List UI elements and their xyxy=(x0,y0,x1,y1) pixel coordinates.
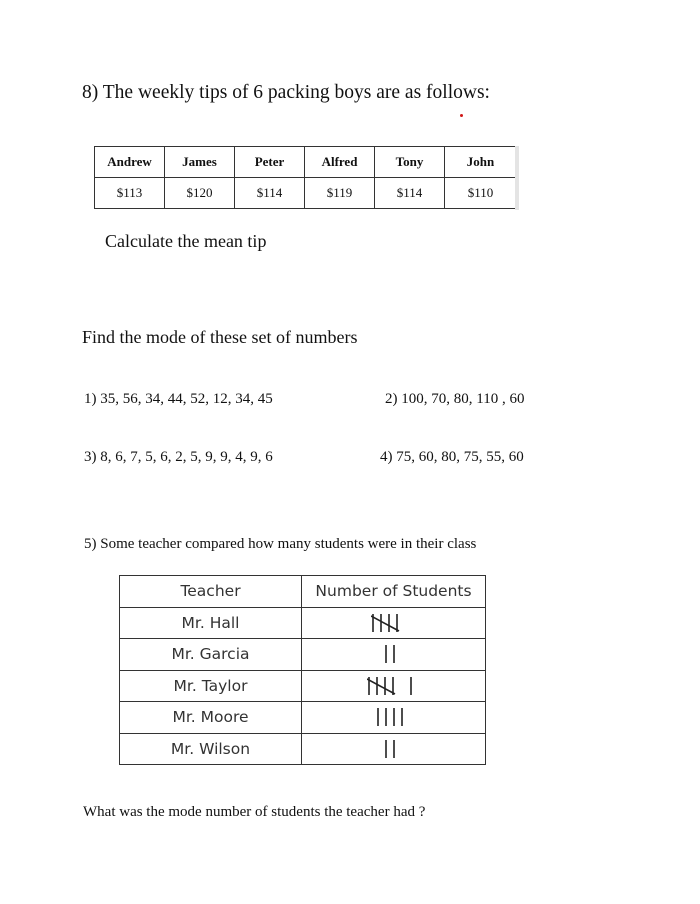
tips-header-cell: Alfred xyxy=(305,147,375,178)
tally-marks xyxy=(367,675,421,697)
tally-cross-stroke xyxy=(371,616,399,631)
tally-cell xyxy=(302,639,486,671)
students-header: Number of Students xyxy=(302,576,486,608)
tips-header-cell: John xyxy=(445,147,517,178)
class-row xyxy=(120,733,486,765)
tips-table xyxy=(94,146,517,209)
number-set-4: 4) 75, 60, 80, 75, 55, 60 xyxy=(380,449,524,465)
teacher-header: Teacher xyxy=(120,576,302,608)
class-row xyxy=(120,670,486,702)
tips-header-cell: Tony xyxy=(375,147,445,178)
tips-value-cell: $114 xyxy=(375,178,445,209)
mode-follow-up-question: What was the mode number of students the teacher had ? xyxy=(83,804,426,820)
tips-header-cell: Peter xyxy=(235,147,305,178)
mode-heading: Find the mode of these set of numbers xyxy=(82,327,358,347)
tips-header-cell: James xyxy=(165,147,235,178)
class-row xyxy=(120,702,486,734)
class-row xyxy=(120,639,486,671)
tally-marks xyxy=(371,612,417,634)
teacher-name: Mr. Hall xyxy=(120,607,302,639)
tips-header-row xyxy=(95,147,517,178)
tips-value-cell: $110 xyxy=(445,178,517,209)
tally-cell xyxy=(302,702,486,734)
class-header-row xyxy=(120,576,486,608)
teacher-name: Mr. Garcia xyxy=(120,639,302,671)
tally-cell xyxy=(302,670,486,702)
tally-marks xyxy=(384,643,404,665)
question-8-text: 8) The weekly tips of 6 packing boys are as follows: xyxy=(82,82,490,103)
class-row xyxy=(120,607,486,639)
tips-header-cell: Andrew xyxy=(95,147,165,178)
class-size-table xyxy=(119,575,486,765)
tips-value-cell: $114 xyxy=(235,178,305,209)
mean-prompt: Calculate the mean tip xyxy=(105,231,267,251)
tally-cell xyxy=(302,733,486,765)
teacher-name: Mr. Wilson xyxy=(120,733,302,765)
question-5-text: 5) Some teacher compared how many students were in their class xyxy=(84,536,477,552)
tips-value-row xyxy=(95,178,517,209)
number-set-3: 3) 8, 6, 7, 5, 6, 2, 5, 9, 9, 4, 9, 6 xyxy=(84,449,273,465)
teacher-name: Mr. Taylor xyxy=(120,670,302,702)
red-dot-mark xyxy=(460,114,463,117)
tally-marks xyxy=(376,706,412,728)
tally-cell xyxy=(302,607,486,639)
tally-marks xyxy=(384,738,404,760)
tips-value-cell: $119 xyxy=(305,178,375,209)
tips-value-cell: $113 xyxy=(95,178,165,209)
tips-value-cell: $120 xyxy=(165,178,235,209)
number-set-1: 1) 35, 56, 34, 44, 52, 12, 34, 45 xyxy=(84,391,273,407)
number-set-2: 2) 100, 70, 80, 110 , 60 xyxy=(385,391,525,407)
teacher-name: Mr. Moore xyxy=(120,702,302,734)
table-scan-shadow xyxy=(515,146,519,210)
tally-cross-stroke xyxy=(367,679,395,694)
